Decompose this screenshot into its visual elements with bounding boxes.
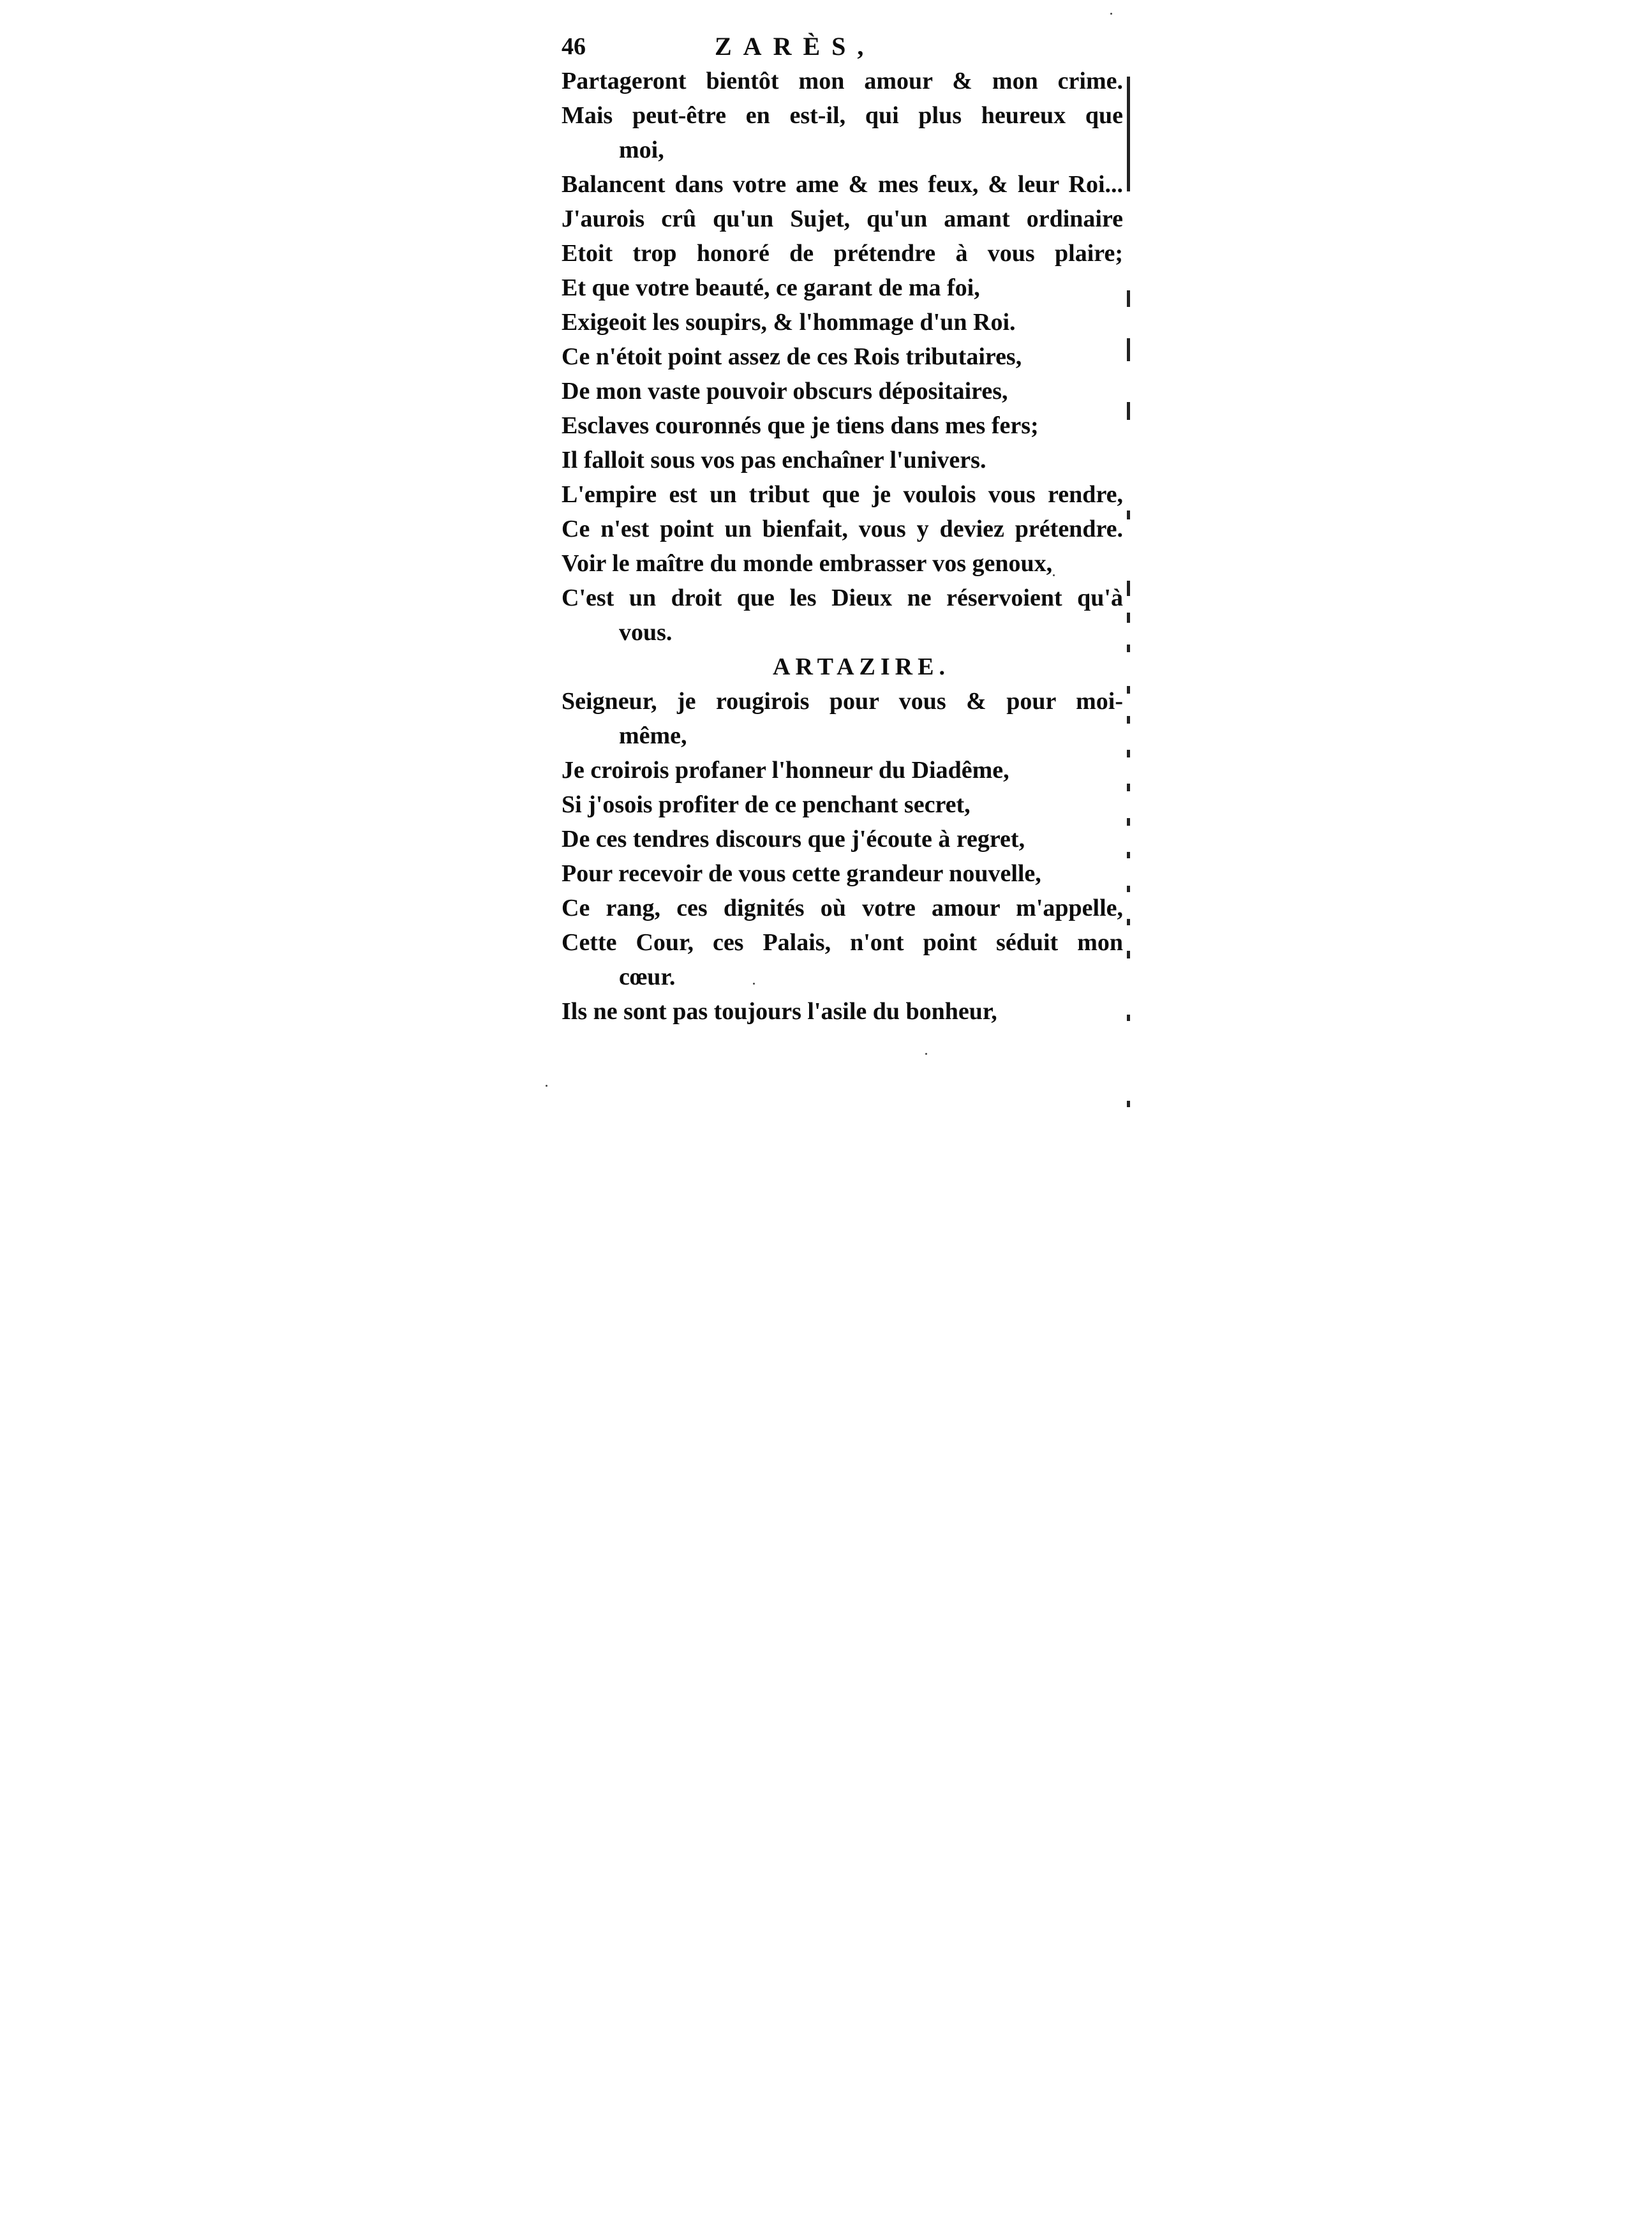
paper-speck [1053,574,1055,576]
verse-line: Cette Cour, ces Palais, n'ont point séduit mon [562,929,1123,956]
paper-speck [925,1053,927,1055]
verse-line: Balancent dans votre ame & mes feux, & leur Roi... [562,171,1123,198]
verse-line: Ils ne sont pas toujours l'asile du bonheur, [562,998,997,1025]
verse-line: Etoit trop honoré de prétendre à vous plaire; [562,240,1123,267]
margin-show-through-marks [1124,70,1137,1123]
verse-line: J'aurois crû qu'un Sujet, qu'un amant ordinaire [562,205,1123,232]
page-number: 46 [562,33,586,60]
verse-line: De mon vaste pouvoir obscurs dépositaires, [562,378,1008,405]
running-title: ZARÈS, [715,32,875,61]
verse-line: cœur. [619,964,676,990]
verse-line: L'empire est un tribut que je voulois vous rendre, [562,481,1123,508]
verse-line: Si j'osois profiter de ce penchant secret, [562,791,971,818]
verse-line: Il falloit sous vos pas enchaîner l'univers. [562,447,986,473]
verse-line: Mais peut-être en est-il, qui plus heureux que [562,102,1123,129]
verse-line: Partageront bientôt mon amour & mon crime. [562,68,1123,94]
paper-speck [1110,13,1112,15]
verse-line: moi, [619,137,664,163]
verse-line: Exigeoit les soupirs, & l'hommage d'un Roi. [562,309,1016,336]
verse-line: Voir le maître du monde embrasser vos genoux, [562,550,1053,577]
page-header [562,24,1123,69]
paper-speck [546,1085,547,1087]
verse-line: Esclaves couronnés que je tiens dans mes fers; [562,412,1039,439]
verse-line: Ce n'est point un bienfait, vous y deviez prétendre. [562,516,1123,542]
verse-line: Et que votre beauté, ce garant de ma foi, [562,274,980,301]
verse-line: Ce n'étoit point assez de ces Rois tributaires, [562,343,1022,370]
verse-line: Ce rang, ces dignités où votre amour m'appelle, [562,895,1123,921]
verse-line: vous. [619,619,673,646]
verse-line: C'est un droit que les Dieux ne réservoient qu'à [562,585,1123,611]
verse-line: même, [619,722,687,749]
paper-speck [753,983,755,985]
verse-line: Seigneur, je rougirois pour vous & pour moi- [562,688,1123,715]
verse-line: De ces tendres discours que j'écoute à regret, [562,826,1025,853]
speaker-name: ARTAZIRE. [773,653,950,680]
verse-line: Je croirois profaner l'honneur du Diadême, [562,757,1009,784]
verse-text-block [562,64,1123,1029]
verse-line: Pour recevoir de vous cette grandeur nouvelle, [562,860,1041,887]
